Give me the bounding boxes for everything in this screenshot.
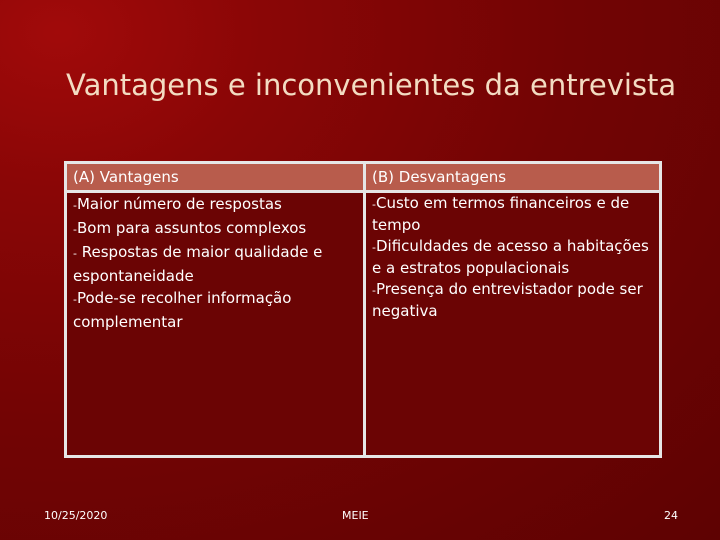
table-header-row: [66, 163, 661, 192]
list-item: -Pode-se recolher informação complementar: [73, 289, 292, 331]
list-item: -Presença do entrevistador pode ser negativa: [372, 280, 643, 320]
list-item: - Respostas de maior qualidade e espontaneidade: [73, 243, 323, 285]
desvantagens-cell: [365, 192, 661, 457]
table-body-row: [66, 192, 661, 457]
slide-number: 24: [664, 509, 678, 522]
header-desvantagens: (B) Desvantagens: [365, 163, 661, 192]
comparison-table: [64, 161, 662, 458]
slide-title: Vantagens e inconvenientes da entrevista: [66, 68, 677, 102]
footer-date: 10/25/2020: [44, 509, 108, 522]
footer-center-text: MEIE: [342, 509, 369, 522]
list-item: -Dificuldades de acesso a habitações e a estratos populacionais: [372, 237, 649, 277]
list-item: -Custo em termos financeiros e de tempo: [372, 194, 630, 234]
header-vantagens: (A) Vantagens: [66, 163, 365, 192]
list-item: -Maior número de respostas: [73, 195, 282, 213]
list-item: -Bom para assuntos complexos: [73, 219, 307, 237]
vantagens-cell: [66, 192, 365, 457]
